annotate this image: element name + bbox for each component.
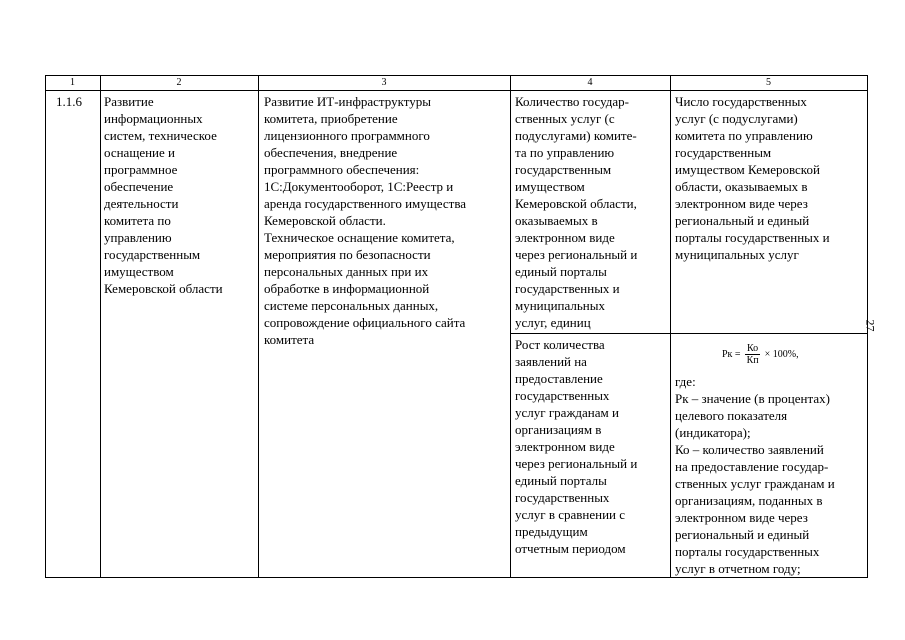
measure-description: Развитие ИТ-инфраструктуры комитета, приобретение лицензионного программного обеспечения, внедрение программного обеспечения: 1С:Документооборот, 1С:Реестр и аренда государственного имущества Кемеровской области. Техническое оснащение комитета, мероприятия по безопасности персональных данных при их обработке в информационной системе персональных данных, сопровождение официального сайта комитета <box>264 94 467 347</box>
indicator-name-2: Рост количества заявлений на предоставление государственных услуг гражданам и организациям в электронном виде через региональный и единый порталы государственных услуг в сравнении с предыдущим отчетным периодом <box>515 337 638 556</box>
formula <box>722 343 799 366</box>
page-number: 27 <box>863 319 878 332</box>
header-col-2: 2 <box>176 77 182 88</box>
indicator-name-1: Количество государ- ственных услуг (с подуслугами) комите- та по управлению государственным имуществом Кемеровской области, оказываемых в электронном виде через региональный и единый порталы государственных и муниципальных услуг, единиц <box>515 94 638 330</box>
formula-rhs: × 100%, <box>764 349 799 360</box>
formula-fraction <box>745 343 761 366</box>
formula-lhs: Рк = <box>722 349 741 360</box>
formula-numerator: Ко <box>746 343 759 354</box>
header-col-4: 4 <box>587 77 593 88</box>
indicator-description-2: где: Рк – значение (в процентах) целевого показателя (индикатора); Ко – количество заявлений на предоставление государ- ственных услуг гражданам и организациям, поданных в электронном виде через региональный и единый порталы государственных услуг в отчетном году; <box>675 374 835 576</box>
row-number: 1.1.6 <box>56 94 82 109</box>
indicator-description-1: Число государственных услуг (с подуслугами) комитета по управлению государственным имуществом Кемеровской области, оказываемых в электронном виде через региональный и единый порталы государственных и муниципальных услуг <box>675 94 830 262</box>
header-col-1: 1 <box>70 77 75 88</box>
measure-name: Развитие информационных систем, техническое оснащение и программное обеспечение деятельности комитета по управлению государственным имуществом Кемеровской области <box>104 94 223 296</box>
formula-denominator: Кп <box>746 355 759 366</box>
header-col-5: 5 <box>766 77 771 88</box>
header-col-3: 3 <box>381 77 387 88</box>
